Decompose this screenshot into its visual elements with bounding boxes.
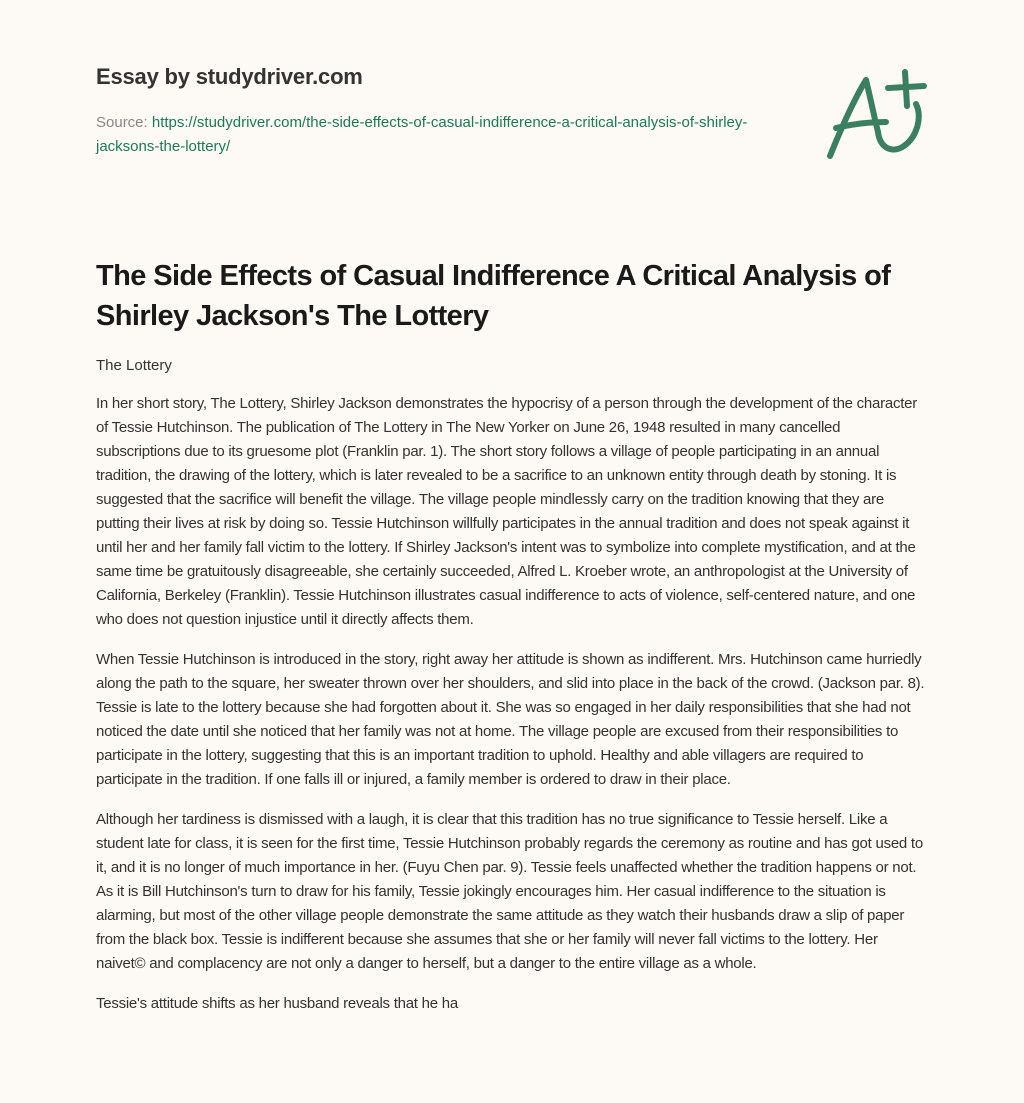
source-label: Source: [96,114,152,131]
page-header [96,62,796,159]
essay-title: The Side Effects of Casual Indifference A Critical Analysis of Shirley Jackson's The Lottery [96,260,891,332]
site-title: Essay by studydriver.com [96,64,363,89]
essay-paragraph: When Tessie Hutchinson is introduced in the story, right away her attitude is shown as indifferent. Mrs. Hutchinson came hurriedly along the path to the square, her sweater thrown over her shoulders, and slid into place in the back of the crowd. (Jackson par. 8). Tessie is late to the lottery because she had forgotten about it. She was so engaged in her daily responsibilities that she had not noticed the date until she noticed that her family was not at home. The village people are excused from their responsibilities to participate in the lottery, suggesting that this is an important tradition to uphold. Healthy and able villagers are required to participate in the tradition. If one falls ill or injured, a family member is ordered to draw in their place. [96,651,925,788]
a-plus-grade-icon [822,66,932,166]
source-link[interactable]: https://studydriver.com/the-side-effects-of-casual-indifference-a-critical-analysis-of-shirley-jacksons-the-lottery/ [96,114,748,155]
essay-paragraph: Although her tardiness is dismissed with a laugh, it is clear that this tradition has no true significance to Tessie herself. Like a student late for class, it is seen for the first time, Tessie Hutchinson probably regards the ceremony as routine and has got used to it, and it is no longer of much importance in her. (Fuyu Chen par. 9). Tessie feels unaffected whether the tradition happens or not. As it is Bill Hutchinson's turn to draw for his family, Tessie jokingly encourages him. Her casual indifference to the situation is alarming, but most of the other village people demonstrate the same attitude as they watch their husbands draw a slip of paper from the black box. Tessie is indifferent because she assumes that she or her family will never fall victims to the lottery. Her naivet© and complacency are not only a danger to herself, but a danger to the entire village as a whole. [96,811,923,972]
essay-paragraph-truncated: Tessie's attitude shifts as her husband reveals that he ha [96,995,458,1012]
source-line [96,111,796,159]
essay-subtitle: The Lottery [96,357,172,374]
essay-paragraph: In her short story, The Lottery, Shirley Jackson demonstrates the hypocrisy of a person through the development of the character of Tessie Hutchinson. The publication of The Lottery in The New Yorker on June 26, 1948 resulted in many cancelled subscriptions due to its gruesome plot (Franklin par. 1). The short story follows a village of people participating in an annual tradition, the drawing of the lottery, which is later revealed to be a sacrifice to an unknown entity through death by stoning. It is suggested that the sacrifice will benefit the village. The village people mindlessly carry on the tradition knowing that they are putting their lives at risk by doing so. Tessie Hutchinson willfully participates in the annual tradition and does not speak against it until her and her family fall victim to the lottery. If Shirley Jackson's intent was to symbolize into complete mystification, and at the same time be gratuitously disagreeable, she certainly succeeded, Alfred L. Kroeber wrote, an anthropologist at the University of California, Berkeley (Franklin). Tessie Hutchinson illustrates casual indifference to acts of violence, self-centered nature, and one who does not question injustice until it directly affects them. [96,395,917,628]
essay-content [96,256,928,1016]
